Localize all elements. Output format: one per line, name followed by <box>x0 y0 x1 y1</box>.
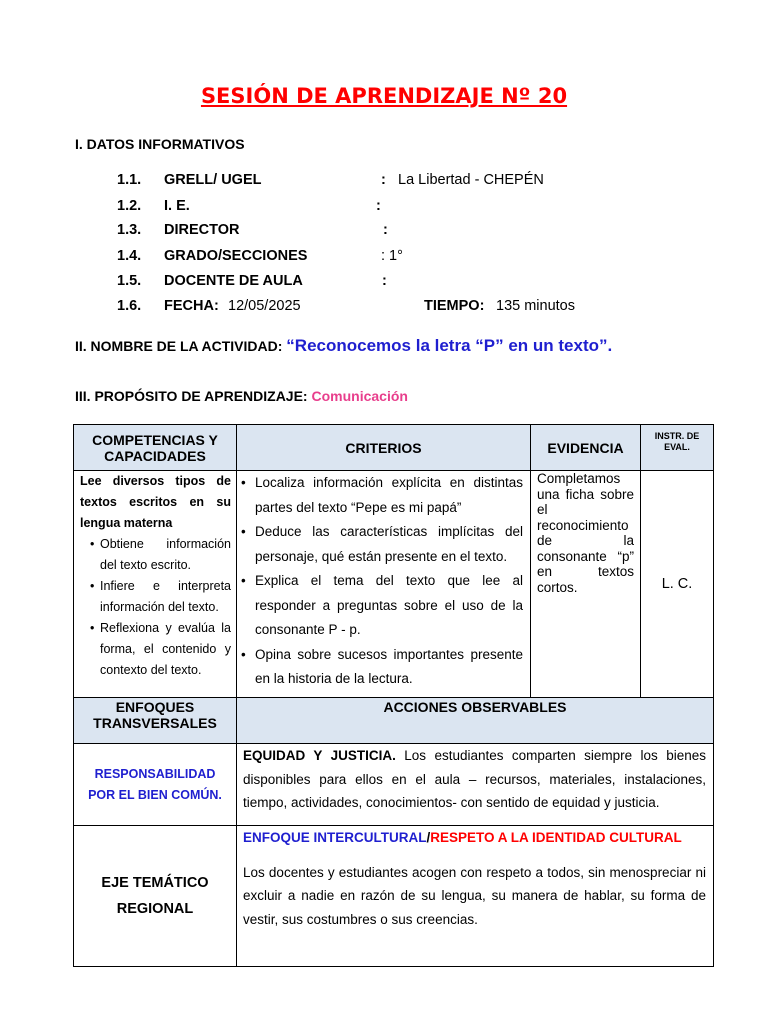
row-number: 1.1. <box>117 172 142 188</box>
row-colon: : <box>382 273 387 289</box>
criterio-item: • Localiza información explícita en distintas partes del texto “Pepe es mi papá” <box>241 471 523 520</box>
enfoque-accion-lead: EQUIDAD Y JUSTICIA. <box>243 748 396 763</box>
section-actividad <box>75 336 612 356</box>
actividad-heading: II. NOMBRE DE LA ACTIVIDAD: <box>75 338 283 354</box>
section-proposito <box>75 388 408 404</box>
section-datos-heading: I. DATOS INFORMATIVOS <box>75 136 245 152</box>
header-evidencia: EVIDENCIA <box>531 425 641 471</box>
row-label: GRELL/ UGEL <box>164 172 262 188</box>
enfoque-accion-body: Los estudiantes comparten siempre los bienes disponibles para ellos en el aula – recursos, materiales, instalaciones, tiempo, actividades, conocimientos- con sentido de equidad y justicia. <box>243 748 706 810</box>
row-label: DIRECTOR <box>164 222 240 238</box>
enfoque-cell <box>74 744 237 826</box>
eje-accion-cell <box>237 826 714 967</box>
evidencia-text: Completamos una ficha sobre el reconocimiento de la consonante “p” en textos cortos. <box>537 471 634 595</box>
tiempo-value: 135 minutos <box>496 298 575 314</box>
instrumento-cell: L. C. <box>641 471 714 698</box>
competencia-cell <box>74 471 237 698</box>
row-number: 1.4. <box>117 248 142 264</box>
row-colon: : <box>381 172 386 188</box>
eje-enfoque-blue: ENFOQUE INTERCULTURAL <box>243 830 427 845</box>
criterio-item: • Deduce las características implícitas del personaje, qué están presente en el texto. <box>241 520 523 569</box>
capacidades-list <box>80 534 231 681</box>
row-label: GRADO/SECCIONES <box>164 248 308 264</box>
header-competencias: COMPETENCIAS Y CAPACIDADES <box>74 425 237 471</box>
row-number: 1.2. <box>117 198 142 214</box>
row-colon: : <box>376 198 381 214</box>
learning-table <box>73 424 714 967</box>
competencia-title: Lee diversos tipos de textos escritos en su lengua materna <box>80 474 231 530</box>
row-value: La Libertad - CHEPÉN <box>398 172 544 188</box>
row-label: DOCENTE DE AULA <box>164 273 303 289</box>
header-acciones: ACCIONES OBSERVABLES <box>237 698 714 744</box>
actividad-name: “Reconocemos la letra “P” en un texto”. <box>286 336 613 355</box>
capacidad-item: • Obtiene información del texto escrito. <box>90 534 231 576</box>
row-number: 1.5. <box>117 273 142 289</box>
enfoque-accion-cell <box>237 744 714 826</box>
enfoque-name: RESPONSABILIDAD POR EL BIEN COMÚN. <box>88 766 222 802</box>
criterio-item: • Opina sobre sucesos importantes presente en la historia de la lectura. <box>241 643 523 692</box>
fecha-value: 12/05/2025 <box>228 298 301 314</box>
enfoque-accion-text <box>243 744 706 815</box>
criterios-list <box>241 471 523 692</box>
capacidad-item: • Reflexiona y evalúa la forma, el contenido y contexto del texto. <box>90 618 231 681</box>
proposito-area: Comunicación <box>311 388 408 404</box>
eje-slash: / <box>426 830 431 845</box>
header-instrumento: INSTR. DE EVAL. <box>641 425 714 471</box>
capacidad-item: • Infiere e interpreta información del texto. <box>90 576 231 618</box>
criterio-item: • Explica el tema del texto que lee al responder a preguntas sobre el uso de la consonante P - p. <box>241 569 523 643</box>
eje-enfoque-title <box>243 826 706 850</box>
evidencia-cell <box>531 471 641 698</box>
tiempo-label: TIEMPO: <box>424 298 485 314</box>
eje-accion-text: Los docentes y estudiantes acogen con respeto a todos, sin menospreciar ni excluir a nadie en razón de su lengua, su manera de hablar, su forma de vestir, sus costumbres o sus creencias. <box>243 864 706 927</box>
proposito-heading: III. PROPÓSITO DE APRENDIZAJE: <box>75 388 308 404</box>
row-label: I. E. <box>164 198 190 214</box>
row-number: 1.6. <box>117 298 142 314</box>
fecha-label: FECHA: <box>164 298 219 314</box>
criterios-cell <box>237 471 531 698</box>
row-number: 1.3. <box>117 222 142 238</box>
row-colon: : <box>383 222 388 238</box>
header-enfoques: ENFOQUES TRANSVERSALES <box>74 698 237 744</box>
eje-label: EJE TEMÁTICO REGIONAL <box>101 875 209 917</box>
page-title: SESIÓN DE APRENDIZAJE Nº 20 <box>200 84 568 108</box>
eje-cell <box>74 826 237 967</box>
header-criterios: CRITERIOS <box>237 425 531 471</box>
row-colon: : 1° <box>381 248 403 264</box>
eje-enfoque-red: RESPETO A LA IDENTIDAD CULTURAL <box>430 830 682 845</box>
